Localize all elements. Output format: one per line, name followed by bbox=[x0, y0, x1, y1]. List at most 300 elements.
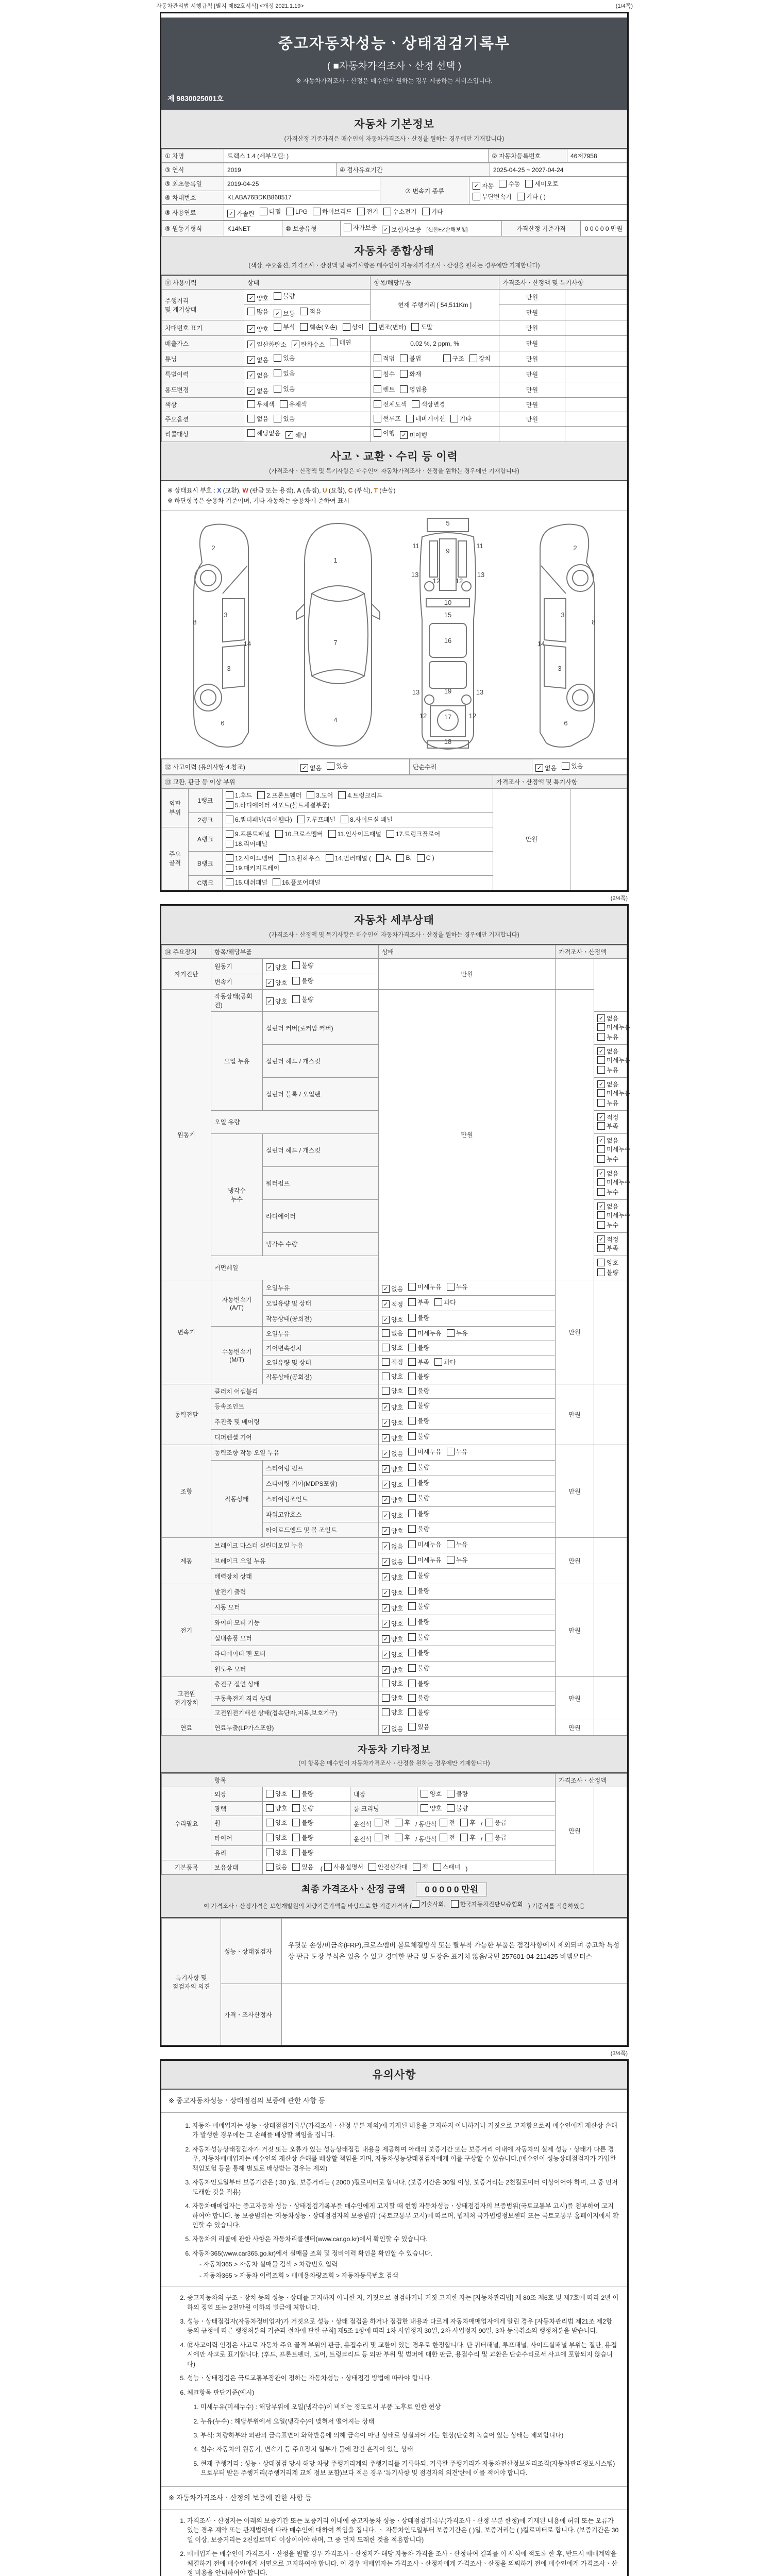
notice-item: 2. 중고자동차의 구조ㆍ장치 등의 성능ㆍ상태를 고지하지 아니한 자, 거짓으로 점검하거나 거짓 고지한 자는 [자동차관리법] 제 80조 제6호 및 제7호에 따라 2년 이하의 징역 또는 2천만원 이하의 벌금에 처합니다. bbox=[187, 2293, 619, 2312]
checkbox-미세누유[interactable]: 미세누유 bbox=[408, 1447, 441, 1456]
checkbox-부족[interactable]: 부족 bbox=[408, 1358, 429, 1366]
svg-text:6: 6 bbox=[564, 719, 568, 727]
checkbox-후[interactable]: 후 bbox=[460, 1833, 476, 1842]
svg-text:9: 9 bbox=[446, 547, 450, 555]
checkbox-양호[interactable]: ✓ 양호 bbox=[382, 1635, 403, 1643]
checkbox-스패너[interactable]: 스패너 bbox=[433, 1862, 461, 1871]
checkbox-있음[interactable]: 있음 bbox=[274, 353, 295, 362]
checkbox-미세누유[interactable]: 미세누유 bbox=[408, 1329, 441, 1337]
svg-text:19: 19 bbox=[444, 687, 452, 695]
checkbox-누유[interactable]: 누유 bbox=[447, 1329, 468, 1337]
transmission-type bbox=[469, 177, 627, 205]
checkbox-불량[interactable]: 불량 bbox=[292, 1848, 313, 1857]
checkbox-기타[interactable]: 기타 bbox=[450, 414, 472, 423]
svg-text:13: 13 bbox=[412, 688, 420, 696]
checkbox-양호[interactable]: ✓ 양호 bbox=[382, 1465, 403, 1473]
checkbox-세미오토[interactable]: 세미오토 bbox=[525, 179, 558, 188]
checkbox-있음[interactable]: 있음 bbox=[274, 384, 295, 393]
checkbox-있음[interactable]: 있음 bbox=[562, 761, 583, 770]
checkbox-부족[interactable]: 부족 bbox=[408, 1298, 429, 1307]
checkbox-불량[interactable]: 불량 bbox=[408, 1509, 429, 1518]
checkbox-미세누수[interactable]: 미세누수 bbox=[597, 1211, 630, 1219]
svg-text:10: 10 bbox=[444, 598, 452, 606]
section-notice bbox=[161, 2090, 627, 2576]
checkbox-있음[interactable]: 있음 bbox=[274, 369, 295, 378]
checkbox-장치[interactable]: 장치 bbox=[469, 354, 491, 363]
checkbox-없음[interactable]: ✓ 없음 bbox=[382, 1284, 403, 1293]
notice-item: 1. 자동차 매매업자는 성능ㆍ상태점검기록부(가격조사ㆍ산정 부분 제외)에 기재된 내용을 고지하지 아니하거나 거짓으로 고지함으로써 매수인에게 재산상 손해가 발생한 경우에는 그 손해를 배상할 책임을 집니다. bbox=[192, 2121, 619, 2140]
svg-text:2: 2 bbox=[573, 544, 577, 552]
checkbox-미세누유[interactable]: 미세누유 bbox=[408, 1555, 441, 1564]
checkbox-4.트렁크리드[interactable]: 4.트렁크리드 bbox=[338, 791, 382, 800]
top-line bbox=[156, 2, 633, 10]
checkbox-기타 ( )[interactable]: 기타 ( ) bbox=[517, 192, 546, 201]
checkbox-B,[interactable]: B, bbox=[396, 854, 411, 862]
etc-table: 항목 가격조사ㆍ산정액 수리필요 외장 양호 불량 내장 양호 불량 만원 광택 양호 불량 룸 크리닝 양호 불량 휠 양호 불량 운전석 전 후 / 동반석 전 후 / 응급 타이어 양호 불량 운전석 전 후 / 동반석 전 후 / 응급 유리 양호 불량 기본품목 보유상태 없음 있음 ( 사용설명서 안전삼각대 잭 스패너 ) bbox=[161, 1773, 627, 1875]
checkbox-양호[interactable]: ✓ 양호 bbox=[266, 997, 287, 1006]
car-diagram-side-left bbox=[187, 516, 269, 753]
checkbox-해당[interactable]: ✓ 해당 bbox=[285, 431, 307, 439]
checkbox-불량[interactable]: 불량 bbox=[292, 1789, 313, 1798]
checkbox-13.휠하우스[interactable]: 13.휠하우스 bbox=[279, 854, 321, 862]
checkbox-불법[interactable]: 불법 bbox=[400, 354, 421, 363]
checkbox-불량[interactable]: 불량 bbox=[408, 1386, 429, 1395]
checkbox-있음[interactable]: 있음 bbox=[274, 414, 295, 423]
checkbox-양호[interactable]: 양호 bbox=[382, 1679, 403, 1688]
checkbox-네비게이션[interactable]: 네비게이션 bbox=[406, 414, 445, 423]
checkbox-수동[interactable]: 수동 bbox=[499, 179, 520, 188]
price-entry[interactable] bbox=[594, 1384, 627, 1445]
svg-text:8: 8 bbox=[193, 618, 197, 626]
checkbox-1.후드[interactable]: 1.후드 bbox=[226, 791, 252, 800]
section-subtitle: (색상, 주요옵션, 가격조사ㆍ산정액 및 특기사항은 매수인이 자동차가격조사ㆍ산정을 원하는 경우에만 기재합니다) bbox=[248, 263, 540, 269]
price-entry[interactable] bbox=[594, 1584, 627, 1676]
checkbox-7.루프패널[interactable]: 7.루프패널 bbox=[297, 815, 335, 824]
price-entry[interactable] bbox=[594, 1676, 627, 1720]
checkbox-썬루프[interactable]: 썬루프 bbox=[374, 414, 401, 423]
checkbox-기술사회,[interactable]: 기술사회, bbox=[412, 1900, 446, 1908]
checkbox-불량[interactable]: 불량 bbox=[408, 1432, 429, 1440]
checkbox-적법[interactable]: 적법 bbox=[374, 354, 395, 363]
svg-text:12: 12 bbox=[433, 577, 441, 585]
checkbox-불량[interactable]: 불량 bbox=[597, 1268, 618, 1277]
price-entry[interactable] bbox=[565, 351, 627, 367]
checkbox-양호[interactable]: 양호 bbox=[266, 1848, 287, 1857]
checkbox-양호[interactable]: ✓ 양호 bbox=[382, 1619, 403, 1628]
svg-text:1: 1 bbox=[333, 556, 338, 564]
checkbox-누수[interactable]: 누수 bbox=[597, 1188, 618, 1196]
checkbox-양호[interactable]: 양호 bbox=[382, 1693, 403, 1702]
final-price-note: 이 가격조사ㆍ산정가격은 보험개발원의 차량기준가액을 바탕으로 한 기준가격과 ( 기술사회, 한국자동차진단보증협회 ) 기준서를 적용하였음 bbox=[161, 1900, 627, 1910]
checkbox-부식[interactable]: 부식 bbox=[274, 323, 295, 331]
checkbox-전[interactable]: 전 bbox=[375, 1818, 390, 1827]
svg-text:6: 6 bbox=[221, 719, 225, 727]
checkbox-양호[interactable]: 양호 bbox=[382, 1386, 403, 1395]
price-items bbox=[170, 2516, 619, 2576]
price-entry[interactable] bbox=[565, 320, 627, 336]
checkbox-불량[interactable]: 불량 bbox=[292, 1833, 313, 1842]
checkbox-11.인사이드패널[interactable]: 11.인사이드패널 bbox=[328, 829, 381, 838]
checkbox-불량[interactable]: 불량 bbox=[408, 1693, 429, 1702]
checkbox-양호[interactable]: 양호 bbox=[382, 1343, 403, 1352]
car-name: 트랙스 1.4 (세부모델: ) bbox=[224, 149, 489, 163]
checkbox-양호[interactable]: ✓ 양호 bbox=[382, 1480, 403, 1489]
checkbox-자동[interactable]: ✓ 자동 bbox=[473, 181, 494, 190]
checkbox-양호[interactable]: 양호 bbox=[382, 1708, 403, 1717]
checkbox-부족[interactable]: 부족 bbox=[597, 1244, 618, 1252]
checkbox-미세누유[interactable]: 미세누유 bbox=[408, 1540, 441, 1549]
checkbox-구조[interactable]: 구조 bbox=[443, 354, 464, 363]
checkbox-18.리어패널[interactable]: 18.리어패널 bbox=[226, 839, 267, 848]
checkbox-있음[interactable]: 있음 bbox=[408, 1722, 429, 1731]
final-price-label: 최종 가격조사ㆍ산정 금액 bbox=[301, 1884, 406, 1894]
checkbox-누유[interactable]: 누유 bbox=[447, 1282, 468, 1291]
checkbox-양호[interactable]: 양호 bbox=[421, 1789, 442, 1798]
checkbox-양호[interactable]: ✓ 양호 bbox=[382, 1403, 403, 1412]
model-year: 2019 bbox=[224, 163, 337, 177]
checkbox-없음[interactable]: ✓ 없음 bbox=[382, 1557, 403, 1566]
checkbox-C )[interactable]: C ) bbox=[417, 854, 434, 862]
checkbox-안전삼각대[interactable]: 안전삼각대 bbox=[368, 1862, 408, 1871]
checkbox-전[interactable]: 전 bbox=[440, 1833, 455, 1842]
price-entry[interactable] bbox=[594, 1720, 627, 1735]
notice-item: 4. 자동차매매업자는 중고자동차 성능ㆍ상태점검기록부를 매수인에게 고지할 때 현행 자동차성능ㆍ상태점검자의 보증범위(국토교통부 고시)를 첨부하여 고지하여야 합니다. 동 보증범위는 '자동차성능ㆍ상태점검자의 보증범위' (국토교통부 고시)에 따르며, 법제처 국가법령정보센터 또는 국토교통부 홈페이지에서 확인할 수 있습니다. bbox=[192, 2201, 619, 2230]
section-accident-history: 사고ㆍ교환ㆍ수리 등 이력 (가격조사ㆍ산정액 및 특기사항은 매수인이 자동차가격조사ㆍ산정을 원하는 경우에만 기재합니다) ※ 상태표시 부호 : X (교환), W (판금 또는 용접), A (흠집), U (요철), C (부식), T (손상) ※ 하단항목은 승용차 기준이며, 기타 자동차는 승용차에 준하여 표시 2 8 3 14 3 6 1 7 4 5 11 11 9 12 12 13 13 10 15 16 19 13 13 12 12 17 18 2 8 3 14 3 6 ⑫ 사고이력 (유의사항 4.참조) ✓ 없음 있음 단순수리 ✓ 없음 있음 ⑬ 교환, 판금 등 이상 부위 가격조사ㆍ산정액 및 특기사항 외판 부위 1랭크 1.후드 2.프론트휀더 3.도어 4.트렁크리드 5.라디에이터 서포트(볼트체결부품) 만원 2랭크 6.쿼더패널(리어휀다) 7.루프패널 8.사이드실 패널 주요 골격 A랭크 9.프론트패널 10.크로스멤버 11.인사이드패널 17.트렁크플로어 18.리어패널 B랭크 12.사이드멤버 13.휠하우스 14.필러패널 ( A, B, C ) 19.패키지트레이 C랭크 15.대쉬패널 16.플로어패널 bbox=[161, 442, 627, 890]
checkbox-적음[interactable]: 적음 bbox=[300, 307, 321, 316]
checkbox-6.쿼더패널(리어휀다)[interactable]: 6.쿼더패널(리어휀다) bbox=[226, 815, 292, 824]
checkbox-없음[interactable]: ✓ 없음 bbox=[597, 1202, 618, 1211]
checkbox-없음[interactable]: ✓ 없음 bbox=[597, 1047, 618, 1056]
checkbox-양호[interactable]: 양호 bbox=[266, 1818, 287, 1827]
price-entry[interactable] bbox=[565, 367, 627, 382]
checkbox-양호[interactable]: 양호 bbox=[421, 1804, 442, 1812]
appraiser-opinion[interactable] bbox=[282, 1984, 627, 2045]
checkbox-불량[interactable]: 불량 bbox=[274, 292, 295, 300]
checkbox-렌트[interactable]: 렌트 bbox=[374, 385, 395, 394]
checkbox-상이[interactable]: 상이 bbox=[343, 323, 364, 331]
checkbox-미세누수[interactable]: 미세누수 bbox=[597, 1145, 630, 1154]
checkbox-적정[interactable]: ✓ 적정 bbox=[382, 1300, 403, 1309]
inspector-opinion: 우뒷문 손상/비금속(FRP),크로스멤버 볼트체결방식 또는 탈부착 가능한 부품은 점검사항에서 제외되며 중고차 특성상 판금 도장 부식은 있을 수 있고 경미한 판금 및 도장은 표기치 않음/국민 257601-04-211425 비엠모터스 bbox=[282, 1919, 627, 1984]
checkbox-불량[interactable]: 불량 bbox=[408, 1478, 429, 1487]
svg-text:17: 17 bbox=[444, 713, 452, 721]
checkbox-보험사보증[interactable]: ✓ 보험사보증 bbox=[382, 225, 421, 234]
car-diagram-side-right bbox=[519, 516, 602, 753]
checkbox-10.크로스멤버[interactable]: 10.크로스멤버 bbox=[275, 829, 323, 838]
checkbox-누유[interactable]: 누유 bbox=[447, 1447, 468, 1456]
price-entry[interactable] bbox=[556, 989, 594, 1280]
checkbox-일산화탄소[interactable]: ✓ 일산화탄소 bbox=[247, 340, 287, 349]
notice-item: 1. 가격조사ㆍ산정자는 아래의 보증기간 또는 보증거리 이내에 중고자동차 성능ㆍ상태점검기록부(가격조사ㆍ산정 부분 한정)에 기재된 내용에 허위 또는 오류가 있는 경우 계약 또는 관계법령에 따라 매수인에 대하여 책임을 집니다. ㆍ 자동차인도일부터 보증기간은 ( )일, 보증거리는 ( )킬로미터로 합니다. (보증기간은 30일 이상, 보증거리는 2천킬로미터 이상이어야 하며, 그 중 먼저 도래한 것을 적용합니다) bbox=[187, 2516, 619, 2545]
checkbox-무채색[interactable]: 무채색 bbox=[247, 400, 275, 409]
checkbox-있음[interactable]: 있음 bbox=[292, 1862, 313, 1871]
simple-repair bbox=[532, 759, 627, 774]
checkbox-불량[interactable]: 불량 bbox=[408, 1617, 429, 1626]
checkbox-불량[interactable]: 불량 bbox=[408, 1494, 429, 1502]
checkbox-15.대쉬패널[interactable]: 15.대쉬패널 bbox=[226, 878, 267, 887]
checkbox-5.라디에이터 서포트(볼트체결부품)[interactable]: 5.라디에이터 서포트(볼트체결부품) bbox=[226, 801, 330, 809]
price-entry[interactable] bbox=[570, 788, 627, 890]
page-3 bbox=[160, 2059, 629, 2576]
checkbox-없음[interactable]: ✓ 없음 bbox=[597, 1136, 618, 1145]
svg-text:13: 13 bbox=[411, 570, 419, 579]
status-mark-legend: ※ 상태표시 부호 : X (교환), W (판금 또는 용접), A (흠집), U (요철), C (부식), T (손상) ※ 하단항목은 승용차 기준이며, 기타 자동차는 승용차에 준하여 표시 bbox=[161, 481, 627, 511]
checkbox-없음[interactable]: ✓ 없음 bbox=[382, 1542, 403, 1551]
checkbox-불량[interactable]: 불량 bbox=[408, 1633, 429, 1641]
checkbox-색상변경[interactable]: 색상변경 bbox=[412, 400, 445, 409]
price-entry[interactable] bbox=[556, 958, 594, 989]
checkbox-불량[interactable]: 불량 bbox=[447, 1804, 468, 1812]
checkbox-양호[interactable]: ✓ 양호 bbox=[382, 1666, 403, 1674]
checkbox-양호[interactable]: ✓ 양호 bbox=[382, 1434, 403, 1443]
checkbox-없음[interactable]: ✓ 없음 bbox=[597, 1014, 618, 1023]
checkbox-누유[interactable]: 누유 bbox=[447, 1540, 468, 1549]
checkbox-적정[interactable]: 적정 bbox=[382, 1358, 403, 1366]
section-title: 사고ㆍ교환ㆍ수리 등 이력 bbox=[330, 451, 458, 463]
current-mileage: 현재 주행거리 [ 54,511Km ] bbox=[371, 290, 499, 320]
section-subtitle: (가격조사ㆍ산정액 및 특기사항은 매수인이 자동차가격조사ㆍ산정을 원하는 경우에만 기재합니다) bbox=[269, 931, 519, 938]
checkbox-양호[interactable]: 양호 bbox=[382, 1372, 403, 1381]
checkbox-불량[interactable]: 불량 bbox=[408, 1313, 429, 1322]
checkbox-없음[interactable]: 없음 bbox=[266, 1862, 287, 1871]
engine-type: K14NET bbox=[224, 221, 282, 236]
checkbox-없음[interactable]: 없음 bbox=[382, 1329, 403, 1337]
checkbox-불량[interactable]: 불량 bbox=[408, 1524, 429, 1533]
checkbox-양호[interactable]: 양호 bbox=[266, 1789, 287, 1798]
price-entry[interactable] bbox=[594, 1445, 627, 1537]
notice-item: 3. 자동차인도일부터 보증기간은 ( 30 )일, 보증거리는 ( 2000 )킬로미터로 합니다. (보증기간은 30일 이상, 보증거리는 2천킬로미터 이상이어야 하며, 그 중 먼저 도래한 것을 적용) bbox=[192, 2178, 619, 2197]
checkbox-이행[interactable]: 이행 bbox=[374, 429, 395, 437]
checkbox-양호[interactable]: ✓ 양호 bbox=[382, 1650, 403, 1659]
checkbox-미세누유[interactable]: 미세누유 bbox=[597, 1056, 630, 1064]
svg-text:12: 12 bbox=[419, 711, 427, 720]
checkbox-없음[interactable]: ✓ 없음 bbox=[382, 1724, 403, 1733]
checkbox-응급[interactable]: 응급 bbox=[485, 1818, 507, 1827]
price-entry[interactable] bbox=[565, 412, 627, 427]
checkbox-양호[interactable]: ✓ 양호 bbox=[382, 1511, 403, 1520]
checkbox-후[interactable]: 후 bbox=[395, 1818, 410, 1827]
price-entry[interactable] bbox=[565, 382, 627, 398]
checkbox-자가보증[interactable]: 자가보증 bbox=[344, 223, 377, 232]
checkbox-없음[interactable]: ✓ 없음 bbox=[247, 386, 268, 395]
document-note: ※ 자동차가격조사ㆍ산정은 매수인이 원하는 경우 제공하는 서비스입니다. bbox=[296, 77, 493, 84]
price-entry[interactable] bbox=[565, 336, 627, 351]
checkbox-없음[interactable]: ✓ 없음 bbox=[597, 1169, 618, 1178]
checkbox-양호[interactable]: ✓ 양호 bbox=[247, 325, 268, 333]
price-entry[interactable] bbox=[594, 1537, 627, 1584]
checkbox-불량[interactable]: 불량 bbox=[292, 995, 313, 1004]
checkbox-전체도색[interactable]: 전체도색 bbox=[374, 400, 407, 409]
checkbox-많음[interactable]: 많음 bbox=[247, 307, 268, 316]
checkbox-불량[interactable]: 불량 bbox=[408, 1586, 429, 1595]
checkbox-양호[interactable]: ✓ 양호 bbox=[382, 1604, 403, 1613]
checkbox-가솔린[interactable]: ✓ 가솔린 bbox=[227, 209, 255, 218]
page-2 bbox=[160, 904, 629, 2047]
checkbox-양호[interactable]: ✓ 양호 bbox=[382, 1496, 403, 1504]
checkbox-없음[interactable]: ✓ 없음 bbox=[535, 764, 557, 772]
checkbox-19.패키지트레이[interactable]: 19.패키지트레이 bbox=[226, 863, 279, 872]
checkbox-3.도어[interactable]: 3.도어 bbox=[307, 791, 333, 800]
checkbox-불량[interactable]: 불량 bbox=[292, 1818, 313, 1827]
checkbox-사용설명서[interactable]: 사용설명서 bbox=[324, 1862, 363, 1871]
price-entry[interactable] bbox=[594, 1787, 627, 1874]
section-title: 자동차 기본정보 bbox=[354, 118, 434, 130]
checkbox-잭[interactable]: 잭 bbox=[413, 1862, 428, 1871]
checkbox-미세누유[interactable]: 미세누유 bbox=[408, 1282, 441, 1291]
checkbox-불량[interactable]: 불량 bbox=[408, 1416, 429, 1425]
checkbox-불량[interactable]: 불량 bbox=[292, 961, 313, 970]
price-entry[interactable] bbox=[565, 305, 627, 320]
checkbox-미세누수[interactable]: 미세누수 bbox=[597, 1178, 630, 1187]
accident-history bbox=[297, 759, 410, 774]
checkbox-없음[interactable]: ✓ 없음 bbox=[382, 1449, 403, 1458]
checkbox-누수[interactable]: 누수 bbox=[597, 1221, 618, 1229]
checkbox-미이행[interactable]: ✓ 미이행 bbox=[400, 431, 427, 439]
checkbox-2.프론트휀더[interactable]: 2.프론트휀더 bbox=[257, 791, 301, 800]
section-band bbox=[161, 110, 627, 149]
checkbox-불량[interactable]: 불량 bbox=[408, 1708, 429, 1717]
checkbox-미세누유[interactable]: 미세누유 bbox=[597, 1089, 630, 1097]
checkbox-디젤[interactable]: 디젤 bbox=[260, 207, 281, 216]
checkbox-양호[interactable]: 양호 bbox=[266, 1833, 287, 1842]
price-entry[interactable] bbox=[565, 427, 627, 442]
svg-text:7: 7 bbox=[333, 638, 338, 647]
checkbox-응급[interactable]: 응급 bbox=[485, 1833, 507, 1842]
section-band bbox=[161, 236, 627, 276]
checkbox-양호[interactable]: ✓ 양호 bbox=[247, 294, 268, 302]
vin: KLABA76BDKB868517 bbox=[224, 191, 380, 205]
notice-item: 6. 체크항목 판단기준(예시) 1. 미세누유(미세누수) : 해당부위에 오일(냉각수)이 비치는 정도로서 부품 노후로 인한 현상 2. 누유(누수) : 해당부위에서 오일(냉각수)이 맺혀서 떨어지는 상태 3. 부식: 차량하부와 외판의 금속표면이 화학반응에 의해 금속이 아닌 상태로 상실되어 가는 현상(단순히 녹슬어 있는 상태는 제외합니다) 4. 침수: 자동차의 원동기, 변속기 등 주요장치 일부가 물에 잠긴 흔적이 있는 상태 5. 현재 주행거리 : 성능ㆍ상태점검 당시 해당 차량 주행거리계의 주행거리를 기록하되, 기록한 주행거리가 자동차전산정보처리조직(자동차관리정보시스템)으로부터 받은 주행거리(주행거리계 교체 정보 포함)보다 적은 경우 '특기사항 및 점검자의 의견'란에 이를 적어야 합니다. bbox=[187, 2388, 619, 2478]
checkbox-전[interactable]: 전 bbox=[375, 1833, 390, 1842]
price-entry[interactable] bbox=[594, 1280, 627, 1384]
checkbox-변조(변타)[interactable]: 변조(변타) bbox=[369, 323, 406, 331]
car-diagram-bottom bbox=[407, 516, 494, 753]
checkbox-불량[interactable]: 불량 bbox=[408, 1648, 429, 1657]
checkbox-16.플로어패널[interactable]: 16.플로어패널 bbox=[273, 878, 321, 887]
car-diagram-top bbox=[294, 516, 382, 753]
checkbox-9.프론트패널[interactable]: 9.프론트패널 bbox=[226, 829, 270, 838]
checkbox-불량[interactable]: 불량 bbox=[292, 976, 313, 985]
checkbox-불량[interactable]: 불량 bbox=[408, 1372, 429, 1381]
checkbox-전기[interactable]: 전기 bbox=[357, 207, 378, 216]
svg-text:13: 13 bbox=[477, 570, 485, 579]
checkbox-불량[interactable]: 불량 bbox=[447, 1789, 468, 1798]
first-reg-date: 2019-04-25 bbox=[224, 177, 380, 191]
checkbox-영업용[interactable]: 영업용 bbox=[400, 385, 427, 394]
checkbox-없음[interactable]: ✓ 없음 bbox=[597, 1080, 618, 1089]
checkbox-보통[interactable]: ✓ 보통 bbox=[274, 309, 295, 318]
checkbox-양호[interactable]: ✓ 양호 bbox=[266, 963, 287, 972]
checkbox-미세누유[interactable]: 미세누유 bbox=[597, 1023, 630, 1031]
checkbox-17.트렁크플로어[interactable]: 17.트렁크플로어 bbox=[386, 829, 440, 838]
document-subtitle: ( ■자동차가격조사ㆍ산정 선택 ) bbox=[327, 61, 462, 72]
checkbox-누유[interactable]: 누유 bbox=[447, 1555, 468, 1564]
checkbox-매연[interactable]: 매연 bbox=[330, 338, 351, 347]
checkbox-침수[interactable]: 침수 bbox=[374, 369, 395, 378]
checkbox-불량[interactable]: 불량 bbox=[408, 1343, 429, 1352]
final-price-amount: 0 0 0 0 0 만원 bbox=[416, 1883, 487, 1896]
checkbox-불량[interactable]: 불량 bbox=[408, 1463, 429, 1471]
checkbox-LPG[interactable]: LPG bbox=[286, 208, 308, 215]
checkbox-탄화수소[interactable]: ✓ 탄화수소 bbox=[292, 340, 325, 349]
checkbox-없음[interactable]: 없음 bbox=[247, 414, 268, 423]
checkbox-불량[interactable]: 불량 bbox=[408, 1602, 429, 1611]
checkbox-누수[interactable]: 누수 bbox=[597, 1155, 618, 1163]
checkbox-과다[interactable]: 과다 bbox=[434, 1358, 456, 1366]
checkbox-후[interactable]: 후 bbox=[395, 1833, 410, 1842]
checkbox-8.사이드실 패널[interactable]: 8.사이드실 패널 bbox=[341, 815, 393, 824]
checkbox-불량[interactable]: 불량 bbox=[292, 1804, 313, 1812]
price-entry[interactable] bbox=[565, 290, 627, 305]
section-overall-state bbox=[161, 236, 627, 442]
notice-item: 2. 매매업자는 매수인이 가격조사ㆍ산정을 원할 경우 가격조사ㆍ산정자가 해당 자동차 가격을 조사ㆍ산정하여 결과를 이 서식에 적도록 한 후, 반드시 매매계약을 체결하기 전에 매수인에게 서면으로 고지하여야 합니다. 이 경우 매매업자는 가격조사ㆍ산정자에게 가격조사ㆍ산정을 의뢰하기 전에 매수인에게 가격조사ㆍ산정 비용을 안내하여야 합니다. bbox=[187, 2549, 619, 2576]
section-detail-state bbox=[161, 906, 631, 1736]
checkbox-하이브리드[interactable]: 하이브리드 bbox=[313, 207, 352, 216]
checkbox-양호[interactable]: ✓ 양호 bbox=[382, 1527, 403, 1535]
checkbox-적정[interactable]: ✓ 적정 bbox=[597, 1113, 618, 1122]
checkbox-기타[interactable]: 기타 bbox=[422, 207, 443, 216]
section-band bbox=[161, 906, 627, 945]
svg-text:12: 12 bbox=[456, 577, 463, 585]
checkbox-양호[interactable]: ✓ 양호 bbox=[382, 1573, 403, 1582]
section-etc-info bbox=[161, 1736, 627, 1875]
checkbox-양호[interactable]: ✓ 양호 bbox=[266, 978, 287, 987]
checkbox-양호[interactable]: ✓ 양호 bbox=[382, 1588, 403, 1597]
checkbox-없음[interactable]: ✓ 없음 bbox=[247, 371, 268, 380]
svg-text:18: 18 bbox=[444, 737, 452, 745]
checkbox-훼손(오손)[interactable]: 훼손(오손) bbox=[300, 323, 337, 331]
checkbox-불량[interactable]: 불량 bbox=[408, 1679, 429, 1688]
checkbox-불량[interactable]: 불량 bbox=[408, 1401, 429, 1410]
checkbox-14.필러패널 ([interactable]: 14.필러패널 ( bbox=[326, 854, 371, 862]
svg-text:11: 11 bbox=[476, 541, 484, 550]
checkbox-없음[interactable]: ✓ 없음 bbox=[247, 355, 268, 364]
checkbox-A,[interactable]: A, bbox=[376, 854, 391, 862]
checkbox-무단변속기[interactable]: 무단변속기 bbox=[473, 192, 512, 201]
checkbox-불량[interactable]: 불량 bbox=[408, 1571, 429, 1580]
checkbox-유채색[interactable]: 유채색 bbox=[280, 400, 307, 409]
checkbox-해당없음[interactable]: 해당없음 bbox=[247, 429, 280, 437]
checkbox-없음[interactable]: ✓ 없음 bbox=[300, 764, 322, 772]
checkbox-누유[interactable]: 누유 bbox=[597, 1098, 618, 1107]
checkbox-양호[interactable]: ✓ 양호 bbox=[382, 1418, 403, 1427]
price-warranty-header: ※ 자동차가격조사ㆍ산정의 보증에 관한 사항 등 bbox=[161, 2486, 627, 2510]
checkbox-양호[interactable]: 양호 bbox=[597, 1258, 618, 1267]
checkbox-부족[interactable]: 부족 bbox=[597, 1122, 618, 1130]
checkbox-화재[interactable]: 화재 bbox=[400, 369, 421, 378]
checkbox-도말[interactable]: 도말 bbox=[411, 323, 432, 331]
price-entry[interactable] bbox=[565, 398, 627, 412]
checkbox-적정[interactable]: ✓ 적정 bbox=[597, 1235, 618, 1244]
checkbox-있음[interactable]: 있음 bbox=[327, 761, 348, 770]
page-1 bbox=[160, 12, 629, 892]
checkbox-불량[interactable]: 불량 bbox=[408, 1664, 429, 1672]
checkbox-후[interactable]: 후 bbox=[460, 1818, 476, 1827]
checkbox-양호[interactable]: 양호 bbox=[266, 1804, 287, 1812]
basic-info-table: ① 차명 트랙스 1.4 (세부모델: ) ② 자동차등록번호 46저7958 bbox=[161, 149, 627, 163]
checkbox-과다[interactable]: 과다 bbox=[434, 1298, 456, 1307]
report-number: 제 9830025001호 bbox=[167, 94, 224, 103]
checkbox-누유[interactable]: 누유 bbox=[597, 1065, 618, 1074]
checkbox-양호[interactable]: ✓ 양호 bbox=[382, 1315, 403, 1324]
checkbox-한국자동차진단보증협회[interactable]: 한국자동차진단보증협회 bbox=[451, 1900, 523, 1908]
checkbox-수소전기[interactable]: 수소전기 bbox=[383, 207, 416, 216]
checkbox-누유[interactable]: 누유 bbox=[597, 1032, 618, 1041]
section-title: 자동차 세부상태 bbox=[354, 914, 434, 926]
checkbox-전[interactable]: 전 bbox=[440, 1818, 455, 1827]
checkbox-12.사이드멤버[interactable]: 12.사이드멤버 bbox=[226, 854, 274, 862]
svg-text:11: 11 bbox=[412, 541, 420, 550]
